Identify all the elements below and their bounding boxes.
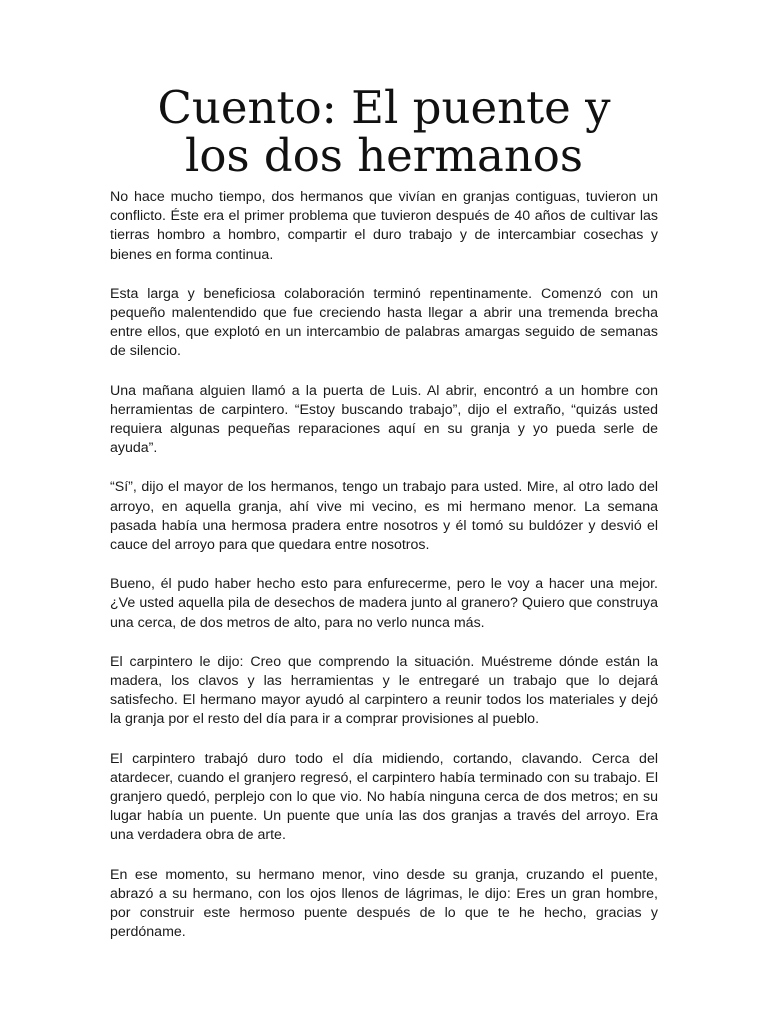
title-line-2: los dos hermanos <box>185 129 583 182</box>
paragraph-1: No hace mucho tiempo, dos hermanos que vivían en granjas contiguas, tuvieron un conflicto. Éste era el primer problema que tuvieron después de 40 años de cultivar las tierras hombro a hombro, compartir el duro trabajo y de intercambiar cosechas y bienes en forma continua. <box>110 189 658 263</box>
paragraph-6: El carpintero le dijo: Creo que comprendo la situación. Muéstreme dónde están la madera, los clavos y las herramientas y le entregaré un trabajo que lo dejará satisfecho. El hermano mayor ayudó al carpintero a reunir todos los materiales y dejó la granja por el resto del día para ir a comprar provisiones al pueblo. <box>110 653 658 728</box>
paragraph-4: “Sí”, dijo el mayor de los hermanos, tengo un trabajo para usted. Mire, al otro lado del arroyo, en aquella granja, ahí vive mi vecino, es mi hermano menor. La semana pasada había una hermosa pradera entre nosotros y él tomó su buldózer y desvió el cauce del arroyo para que quedara entre nosotros. <box>110 479 658 554</box>
paragraph-2: Esta larga y beneficiosa colaboración terminó repentinamente. Comenzó con un pequeño malentendido que fue creciendo hasta llegar a abrir una tremenda brecha entre ellos, que explotó en un intercambio de palabras amargas seguido de semanas de silencio. <box>110 285 658 360</box>
title-line-1: Cuento: El puente y <box>157 81 611 134</box>
paragraph-8: En ese momento, su hermano menor, vino desde su granja, cruzando el puente, abrazó a su hermano, con los ojos llenos de lágrimas, le dijo: Eres un gran hombre, por construir este hermoso puente después de lo que te he hecho, gracias y perdóname. <box>110 866 658 941</box>
paragraph-7: El carpintero trabajó duro todo el día midiendo, cortando, clavando. Cerca del atardecer, cuando el granjero regresó, el carpintero había terminado con su trabajo. El granjero quedó, perplejo con lo que vio. No había ninguna cerca de dos metros; en su lugar había un puente. Un puente que unía las dos granjas a través del arroyo. Era una verdadera obra de arte. <box>110 750 658 844</box>
document-title <box>110 81 658 182</box>
paragraph-5: Bueno, él pudo haber hecho esto para enfurecerme, pero le voy a hacer una mejor. ¿Ve usted aquella pila de desechos de madera junto al granero? Quiero que construya una cerca, de dos metros de alto, para no verlo nunca más. <box>110 576 658 631</box>
paragraph-3: Una mañana alguien llamó a la puerta de Luis. Al abrir, encontró a un hombre con herramientas de carpintero. “Estoy buscando trabajo”, dijo el extraño, “quizás usted requiera algunas pequeñas reparaciones aquí en su granja y yo pueda serle de ayuda”. <box>110 382 658 457</box>
